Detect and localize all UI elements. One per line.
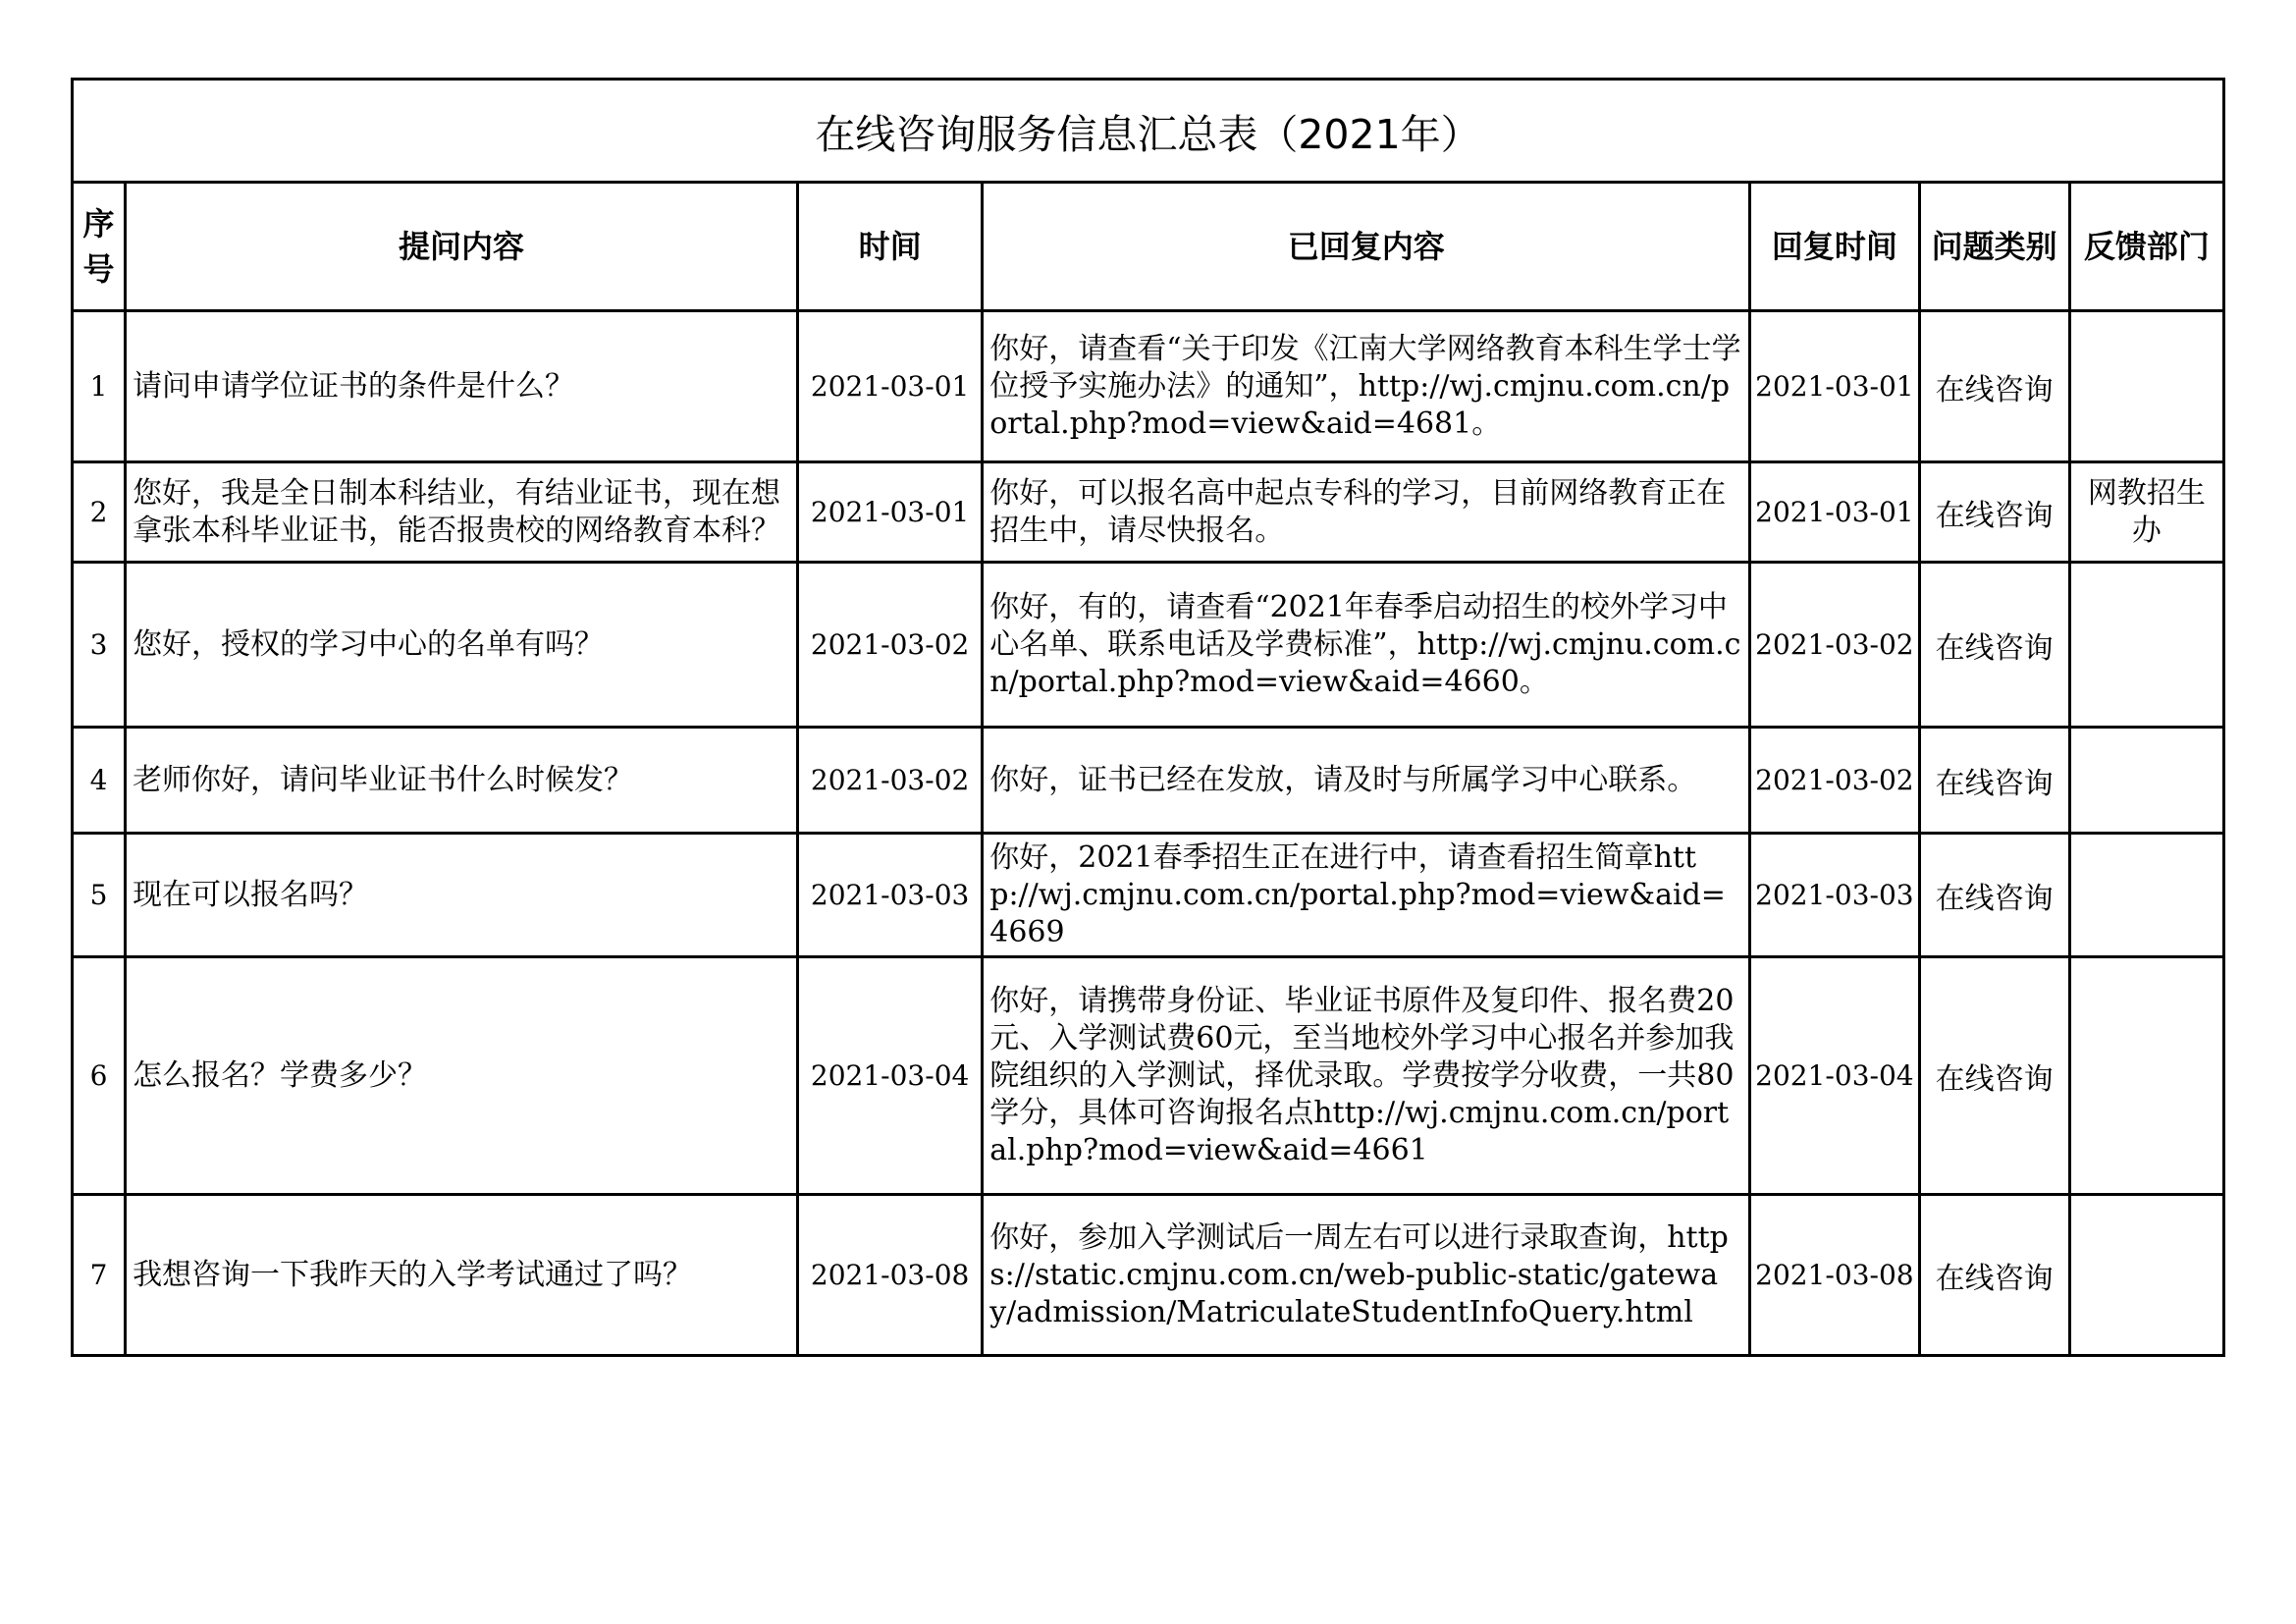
row-dept: 网教招生办 — [2069, 462, 2223, 563]
header-category: 问题类别 — [1919, 183, 2069, 311]
header-row — [73, 183, 2224, 311]
row-time: 2021-03-03 — [797, 834, 982, 957]
row-seq: 4 — [73, 728, 126, 834]
row-time: 2021-03-01 — [797, 462, 982, 563]
row-reply-time: 2021-03-01 — [1750, 311, 1919, 462]
row-time: 2021-03-02 — [797, 563, 982, 728]
row-question: 现在可以报名吗？ — [126, 834, 798, 957]
header-answer: 已回复内容 — [983, 183, 1750, 311]
row-answer: 你好，可以报名高中起点专科的学习，目前网络教育正在招生中，请尽快报名。 — [983, 462, 1750, 563]
row-dept — [2069, 728, 2223, 834]
row-category: 在线咨询 — [1919, 957, 2069, 1195]
consultation-summary-table — [71, 78, 2225, 1357]
row-dept — [2069, 1195, 2223, 1356]
table-row — [73, 957, 2224, 1195]
row-time: 2021-03-01 — [797, 311, 982, 462]
row-question: 您好，我是全日制本科结业，有结业证书，现在想拿张本科毕业证书，能否报贵校的网络教育本科？ — [133, 475, 781, 548]
row-category: 在线咨询 — [1919, 462, 2069, 563]
header-dept: 反馈部门 — [2069, 183, 2223, 311]
row-answer: 你好，请携带身份证、毕业证书原件及复印件、报名费20元、入学测试费60元，至当地校外学习中心报名并参加我院组织的入学测试，择优录取。学费按学分收费，一共80学分，具体可咨询报名点http://wj.cmjnu.com.cn/portal.php?mod=view&aid=4661 — [983, 957, 1750, 1195]
row-answer: 你好，请查看“关于印发《江南大学网络教育本科生学士学位授予实施办法》的通知”，http://wj.cmjnu.com.cn/portal.php?mod=view&aid=4681。 — [983, 311, 1750, 462]
table-row — [73, 462, 2224, 563]
row-answer: 你好，2021春季招生正在进行中，请查看招生简章http://wj.cmjnu.com.cn/portal.php?mod=view&aid=4669 — [983, 834, 1750, 957]
row-question: 怎么报名？学费多少？ — [126, 957, 798, 1195]
row-reply-time: 2021-03-01 — [1750, 462, 1919, 563]
table-row — [73, 834, 2224, 957]
row-category: 在线咨询 — [1919, 834, 2069, 957]
row-seq: 5 — [73, 834, 126, 957]
row-time: 2021-03-02 — [797, 728, 982, 834]
row-time: 2021-03-08 — [797, 1195, 982, 1356]
table-row — [73, 311, 2224, 462]
row-seq: 6 — [73, 957, 126, 1195]
row-reply-time: 2021-03-02 — [1750, 563, 1919, 728]
row-seq: 7 — [73, 1195, 126, 1356]
row-answer: 你好，有的，请查看“2021年春季启动招生的校外学习中心名单、联系电话及学费标准”，http://wj.cmjnu.com.cn/portal.php?mod=view&aid=4660。 — [983, 563, 1750, 728]
header-seq: 序号 — [73, 183, 126, 311]
row-dept — [2069, 957, 2223, 1195]
row-reply-time: 2021-03-02 — [1750, 728, 1919, 834]
row-question: 老师你好，请问毕业证书什么时候发？ — [126, 728, 798, 834]
row-reply-time: 2021-03-03 — [1750, 834, 1919, 957]
row-reply-time: 2021-03-08 — [1750, 1195, 1919, 1356]
table-title: 在线咨询服务信息汇总表（2021年） — [73, 80, 2224, 183]
row-category: 在线咨询 — [1919, 728, 2069, 834]
header-reply-time: 回复时间 — [1750, 183, 1919, 311]
row-seq: 2 — [73, 462, 126, 563]
table-row — [73, 1195, 2224, 1356]
row-category: 在线咨询 — [1919, 563, 2069, 728]
row-question-cell — [126, 462, 798, 563]
row-reply-time: 2021-03-04 — [1750, 957, 1919, 1195]
row-category: 在线咨询 — [1919, 311, 2069, 462]
table-row — [73, 563, 2224, 728]
row-question: 我想咨询一下我昨天的入学考试通过了吗？ — [126, 1195, 798, 1356]
header-time: 时间 — [797, 183, 982, 311]
table-row — [73, 728, 2224, 834]
row-dept — [2069, 834, 2223, 957]
row-dept — [2069, 311, 2223, 462]
row-dept — [2069, 563, 2223, 728]
row-seq: 1 — [73, 311, 126, 462]
row-time: 2021-03-04 — [797, 957, 982, 1195]
row-answer: 你好，证书已经在发放，请及时与所属学习中心联系。 — [983, 728, 1750, 834]
header-question: 提问内容 — [126, 183, 798, 311]
row-question: 请问申请学位证书的条件是什么？ — [126, 311, 798, 462]
row-seq: 3 — [73, 563, 126, 728]
row-answer: 你好，参加入学测试后一周左右可以进行录取查询，https://static.cmjnu.com.cn/web-public-static/gateway/admission/MatriculateStudentInfoQuery.html — [983, 1195, 1750, 1356]
row-category: 在线咨询 — [1919, 1195, 2069, 1356]
row-question: 您好，授权的学习中心的名单有吗？ — [126, 563, 798, 728]
